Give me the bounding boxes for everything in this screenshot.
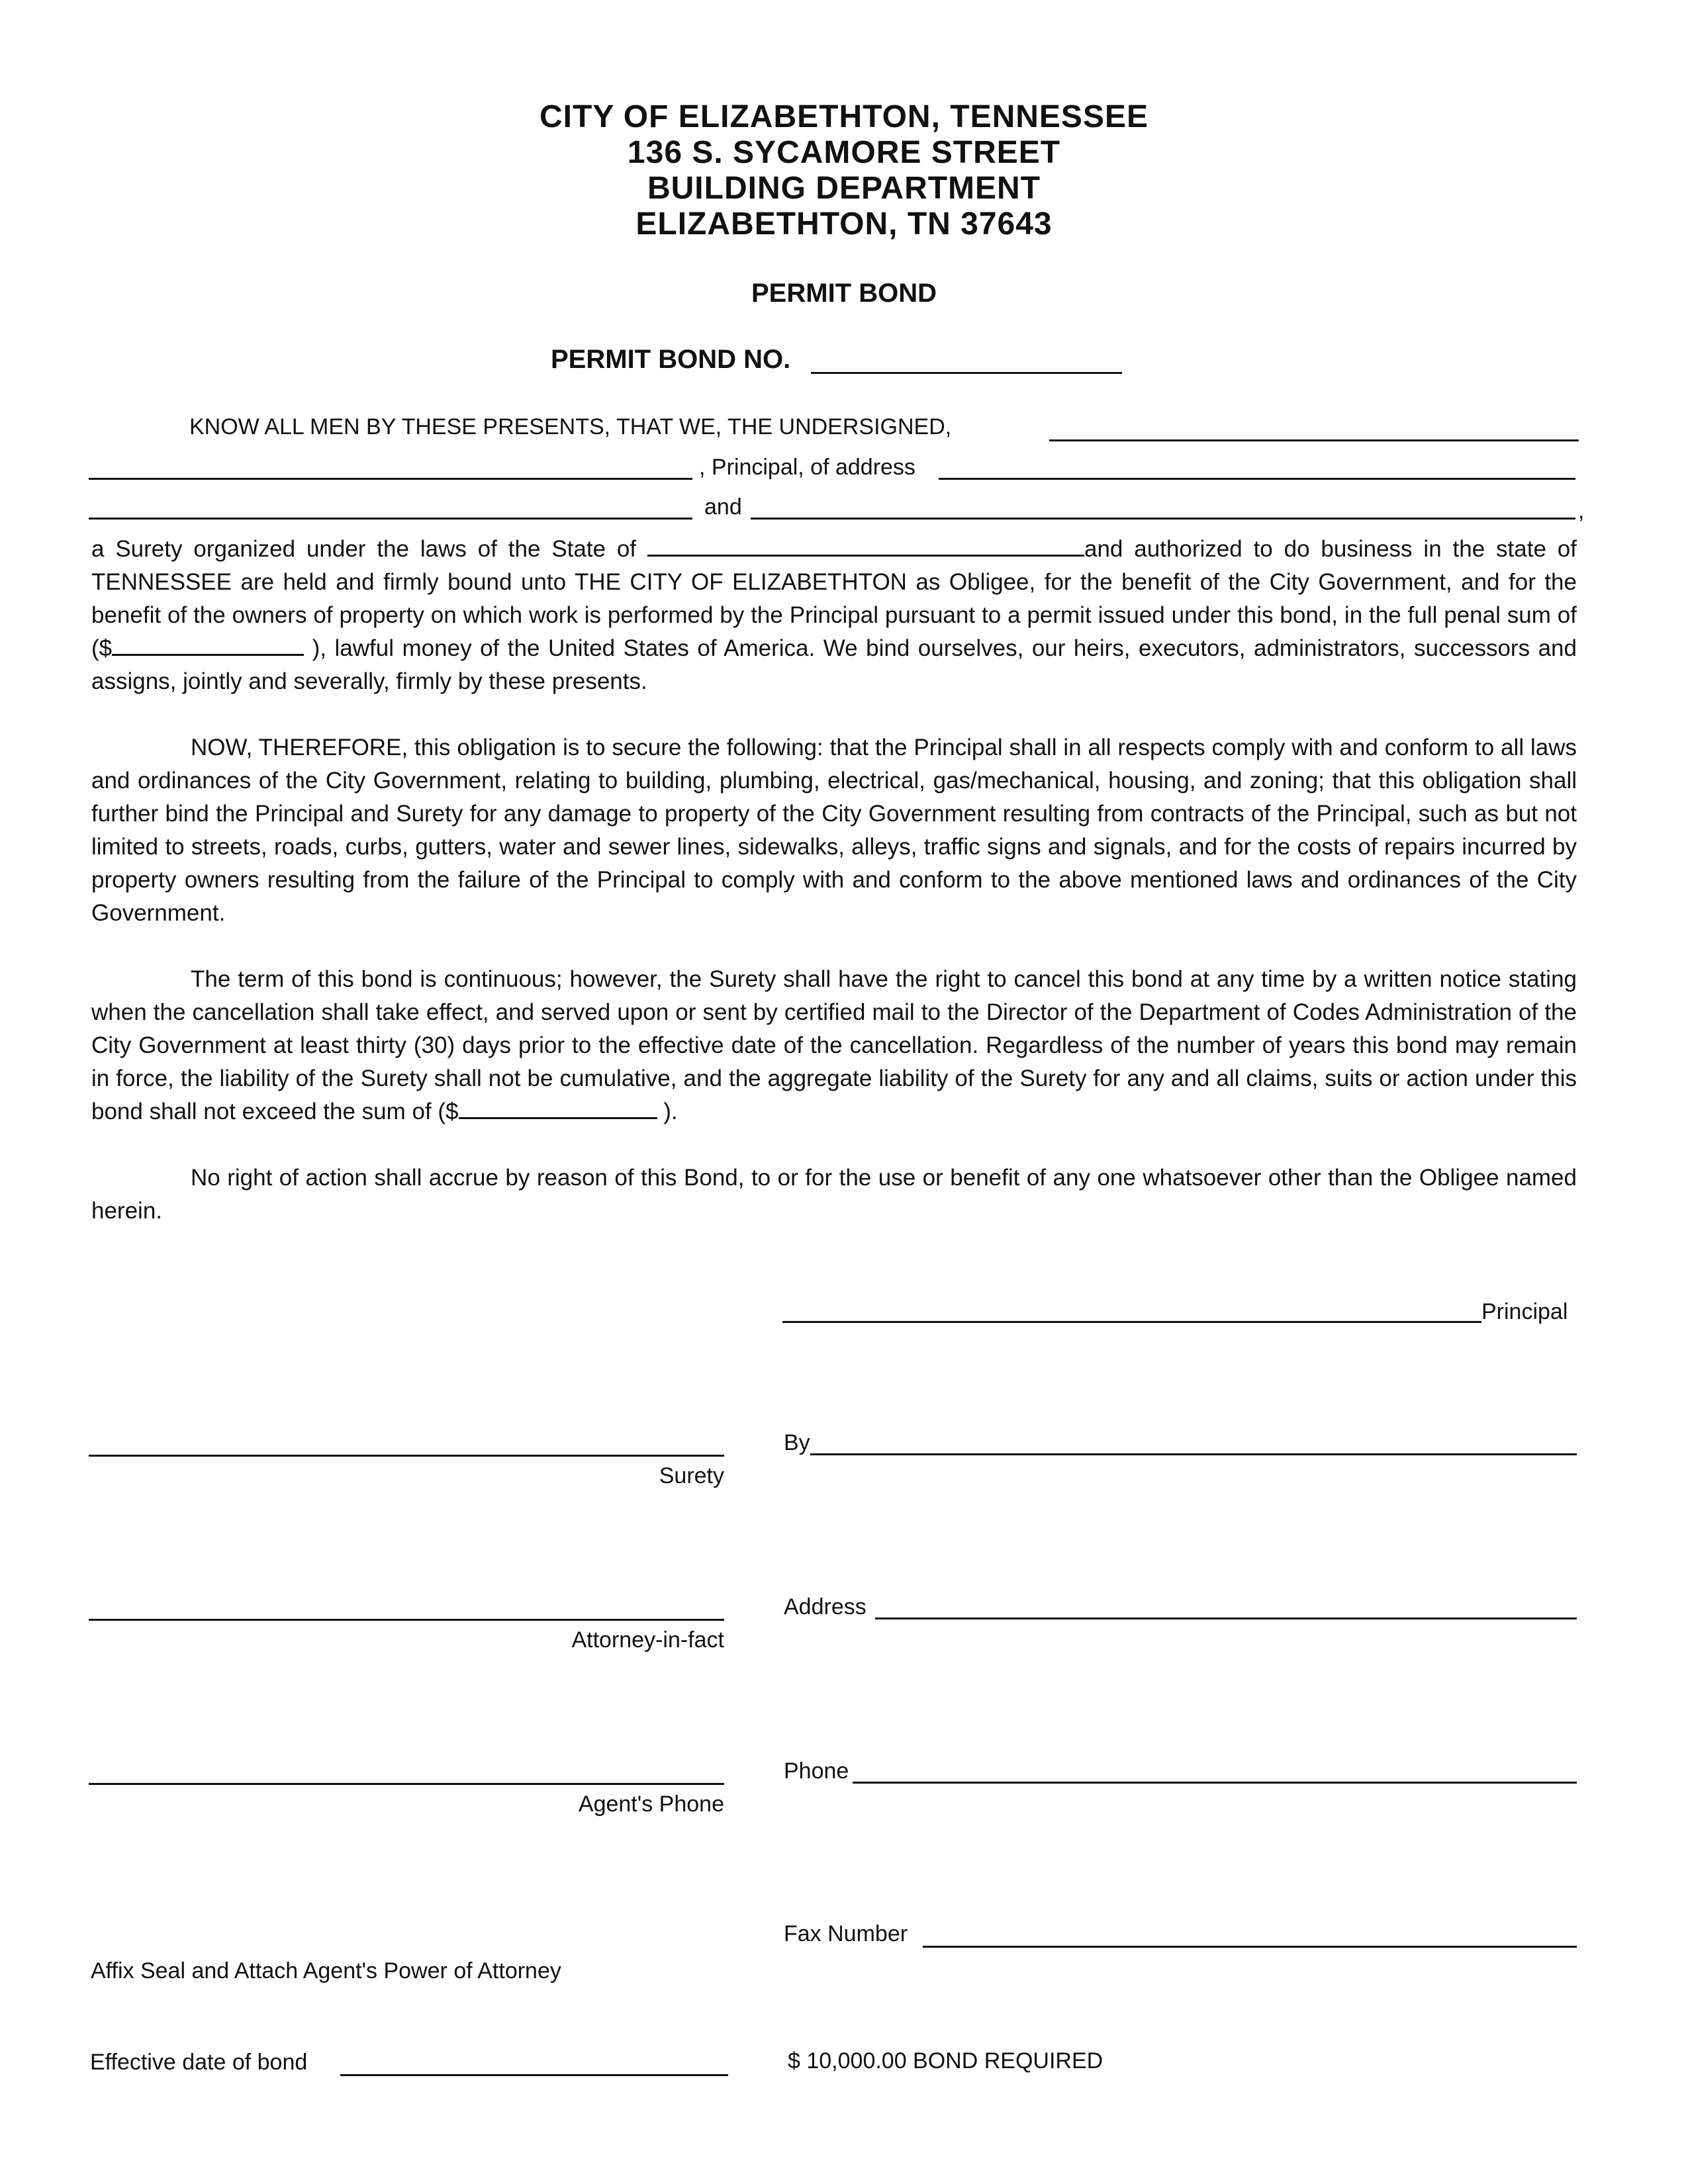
phone-field[interactable] <box>853 1782 1577 1784</box>
para1-part2: and authorized to do business in the state of TENNESSEE are held and firmly bound unto THE CITY OF ELIZABETHTON as Obligee, for the benefit of the City Government, and for the benefit of the owners of property on which work is performed by the Principal pursuant to a permit issued under this bond, in the full penal sum of ($ <box>91 536 1577 661</box>
header-city-zip: ELIZABETHTON, TN 37643 <box>635 206 1053 242</box>
surety-signature-field[interactable] <box>89 1455 724 1457</box>
para4-text: No right of action shall accrue by reason of this Bond, to or for the use or benefit of any one whatsoever other than the Obligee named herein. <box>91 1165 1577 1224</box>
principal-address-line2-field[interactable] <box>89 518 692 520</box>
effective-date-label: Effective date of bond <box>90 2050 308 2075</box>
paragraph-no-right <box>91 1161 1577 1228</box>
by-signature-field[interactable] <box>810 1453 1577 1455</box>
aggregate-sum-field[interactable] <box>459 1097 657 1119</box>
agents-phone-field[interactable] <box>89 1783 724 1785</box>
para2-text: NOW, THEREFORE, this obligation is to secure the following: that the Principal shall in all respects comply with and conform to all laws and ordinances of the City Government, relating to building, plumbing, electrical, gas/mechanical, housing, and zoning; that this obligation shall further bind the Principal and Surety for any damage to property of the City Government resulting from contracts of the Principal, such as but not limited to streets, roads, curbs, gutters, water and sewer lines, sidewalks, alleys, traffic signs and signals, and for the costs of repairs incurred by property owners resulting from the failure of the Principal to comply with and conform to the above mentioned laws and ordinances of the City Government. <box>91 735 1577 926</box>
fax-number-field[interactable] <box>923 1946 1577 1948</box>
agents-phone-label: Agent's Phone <box>578 1792 724 1817</box>
surety-state-field[interactable] <box>647 535 1084 557</box>
phone-label: Phone <box>784 1758 849 1784</box>
address-label: Address <box>784 1594 867 1619</box>
principal-name-field[interactable] <box>89 478 692 480</box>
attorney-in-fact-field[interactable] <box>89 1619 724 1621</box>
know-all-text: KNOW ALL MEN BY THESE PRESENTS, THAT WE, THE UNDERSIGNED, <box>189 414 952 439</box>
fax-number-label: Fax Number <box>784 1921 908 1946</box>
header-department: BUILDING DEPARTMENT <box>647 171 1041 206</box>
paragraph-term <box>91 963 1577 1128</box>
effective-date-field[interactable] <box>340 2074 728 2076</box>
undersigned-field[interactable] <box>1049 439 1579 441</box>
by-label: By <box>784 1430 810 1455</box>
header-city: CITY OF ELIZABETHTON, TENNESSEE <box>539 99 1149 134</box>
address-field[interactable] <box>875 1617 1577 1619</box>
affix-seal-text: Affix Seal and Attach Agent's Power of Attorney <box>91 1958 561 1983</box>
and-text: and <box>704 494 742 520</box>
bond-required-text: $ 10,000.00 BOND REQUIRED <box>788 2048 1103 2073</box>
para1-part3: ), lawful money of the United States of America. We bind ourselves, our heirs, executors, administrators, successors and assigns, jointly and severally, firmly by these presents. <box>91 635 1577 694</box>
comma-text: , <box>1578 498 1585 523</box>
principal-of-address-text: , Principal, of address <box>699 455 915 480</box>
principal-signature-field[interactable] <box>782 1321 1481 1323</box>
principal-label: Principal <box>1481 1299 1568 1324</box>
bond-number-field[interactable] <box>811 372 1122 374</box>
penal-sum-field[interactable] <box>112 634 304 656</box>
principal-address-field[interactable] <box>939 478 1575 480</box>
surety-label: Surety <box>659 1463 724 1488</box>
para3-part2: ). <box>663 1099 678 1124</box>
page-title: PERMIT BOND <box>751 279 937 308</box>
para3-part1: The term of this bond is continuous; however, the Surety shall have the right to cancel this bond at any time by a written notice stating when the cancellation shall take effect, and served upon or sent by certified mail to the Director of the Department of Codes Administration of the City Government at least thirty (30) days prior to the effective date of the cancellation. Regardless of the number of years this bond may remain in force, the liability of the Surety shall not be cumulative, and the aggregate liability of the Surety for any and all claims, suits or action under this bond shall not exceed the sum of ($ <box>91 966 1577 1124</box>
bond-number-label: PERMIT BOND NO. <box>551 345 791 374</box>
header-street: 136 S. SYCAMORE STREET <box>627 135 1061 170</box>
paragraph-obligation <box>91 533 1577 698</box>
paragraph-now-therefore <box>91 731 1577 930</box>
surety-name-field[interactable] <box>751 518 1575 520</box>
attorney-in-fact-label: Attorney-in-fact <box>571 1627 724 1653</box>
para1-part1: a Surety organized under the laws of the State of <box>91 536 637 562</box>
